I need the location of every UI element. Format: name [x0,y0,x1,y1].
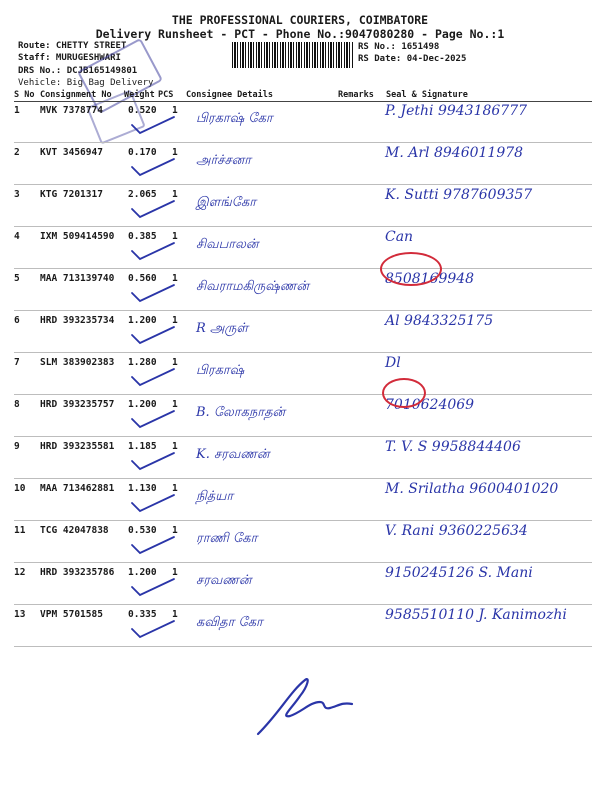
row-consignment: TCG 42047838 [40,525,109,536]
table-row [0,269,600,311]
row-consignment: MVK 7378774 [40,105,103,116]
row-consignment: IXM 509414590 [40,231,115,242]
table-row [0,605,600,647]
row-pcs: 1 [172,609,178,620]
barcode-icon [232,42,354,68]
consignee-handwriting: சிவபாலன் [196,237,259,252]
col-consignment: Consignment No [40,90,112,100]
row-weight: 1.200 [128,315,157,326]
row-pcs: 1 [172,399,178,410]
row-consignment: VPM 5701585 [40,609,103,620]
route-label: Route: CHETTY STREET [18,41,127,51]
col-weight: Weight [124,90,155,100]
tick-mark-icon [128,241,178,263]
table-row [0,521,600,563]
tick-mark-icon [128,409,178,431]
row-consignment: MAA 713462881 [40,483,115,494]
signature-handwriting: K. Sutti 9787609357 [385,187,533,203]
tick-mark-icon [128,325,178,347]
row-weight: 1.130 [128,483,157,494]
table-row [0,227,600,269]
consignee-handwriting: R அருள் [196,321,249,336]
signature-handwriting: T. V. S 9958844406 [385,439,521,455]
row-sno: 3 [14,189,20,200]
consignee-handwriting: K. சரவணன் [196,447,270,462]
row-sno: 9 [14,441,20,452]
page-subtitle: Delivery Runsheet - PCT - Phone No.:9047080280 - Page No.:1 [95,27,505,41]
row-pcs: 1 [172,567,178,578]
vehicle-label: Vehicle: Big Bag Delivery [18,78,154,88]
signature-handwriting: 9585510110 J. Kanimozhi [385,607,567,623]
col-pcs: PCS [158,90,174,100]
col-sno: S No [14,90,35,100]
drs-label: DRS No.: DCJB165149801 [18,66,138,76]
red-circle-icon [382,378,426,408]
row-weight: 2.065 [128,189,157,200]
col-signature: Seal & Signature [386,90,468,100]
row-weight: 0.560 [128,273,157,284]
signature-handwriting: Can [385,229,414,245]
row-consignment: HRD 393235581 [40,441,115,452]
row-consignment: HRD 393235757 [40,399,115,410]
row-consignment: HRD 393235734 [40,315,115,326]
table-row [0,101,600,143]
row-consignment: MAA 713139740 [40,273,115,284]
row-pcs: 1 [172,483,178,494]
row-sno: 10 [14,483,26,494]
table-row [0,395,600,437]
row-weight: 0.530 [128,525,157,536]
consignee-handwriting: ராணி கோ [196,531,258,546]
tick-mark-icon [128,157,178,179]
consignee-handwriting: B. லோகநாதன் [196,405,286,420]
row-weight: 0.385 [128,231,157,242]
row-weight: 0.520 [128,105,157,116]
consignee-handwriting: அர்ச்சனா [196,153,252,168]
tick-mark-icon [128,115,178,137]
row-consignment: KTG 7201317 [40,189,103,200]
red-circle-icon [380,252,442,286]
tick-mark-icon [128,535,178,557]
consignee-handwriting: சரவணன் [196,573,252,588]
signature-handwriting: M. Arl 8946011978 [385,145,524,161]
tick-mark-icon [128,199,178,221]
consignee-handwriting: சிவராமகிருஷ்ணன் [196,279,309,294]
row-pcs: 1 [172,105,178,116]
table-row [0,143,600,185]
row-sno: 5 [14,273,20,284]
row-weight: 0.170 [128,147,157,158]
tick-mark-icon [128,367,178,389]
signature-handwriting: 7010624069 [385,397,475,413]
tick-mark-icon [128,451,178,473]
rs-date: RS Date: 04-Dec-2025 [358,54,467,64]
row-pcs: 1 [172,189,178,200]
consignee-handwriting: இளங்கோ [196,195,257,210]
signature-handwriting: 9150245126 S. Mani [385,565,533,581]
signature-icon [250,672,360,742]
row-pcs: 1 [172,441,178,452]
row-pcs: 1 [172,147,178,158]
row-sno: 11 [14,525,26,536]
table-row [0,563,600,605]
row-consignment: HRD 393235786 [40,567,115,578]
row-sno: 8 [14,399,20,410]
rs-number: RS No.: 1651498 [358,42,440,52]
row-weight: 1.200 [128,399,157,410]
row-sno: 4 [14,231,20,242]
row-sno: 13 [14,609,26,620]
col-consignee: Consignee Details [186,90,273,100]
signature-handwriting: Al 9843325175 [385,313,494,329]
row-weight: 1.280 [128,357,157,368]
consignee-handwriting: பிரகாஷ் கோ [196,111,273,126]
signature-handwriting: Dl [385,355,401,371]
row-pcs: 1 [172,273,178,284]
table-row [0,311,600,353]
col-remarks: Remarks [338,90,374,100]
table-row [0,185,600,227]
row-consignment: KVT 3456947 [40,147,103,158]
table-row [0,437,600,479]
row-pcs: 1 [172,525,178,536]
signature-handwriting: M. Srilatha 9600401020 [385,481,559,497]
signature-handwriting: 8508169948 [385,271,475,287]
row-pcs: 1 [172,357,178,368]
table-row [0,353,600,395]
page-title: THE PROFESSIONAL COURIERS, COIMBATORE [171,13,429,27]
row-weight: 1.185 [128,441,157,452]
row-pcs: 1 [172,315,178,326]
row-sno: 12 [14,567,26,578]
consignee-handwriting: பிரகாஷ் [196,363,245,378]
tick-mark-icon [128,619,178,641]
row-consignment: SLM 383902383 [40,357,115,368]
consignee-handwriting: நித்யா [196,489,234,504]
table-row [0,479,600,521]
row-divider [14,646,592,647]
tick-mark-icon [128,493,178,515]
row-sno: 7 [14,357,20,368]
tick-mark-icon [128,577,178,599]
signature-handwriting: P. Jethi 9943186777 [385,103,528,119]
row-weight: 1.200 [128,567,157,578]
row-weight: 0.335 [128,609,157,620]
row-sno: 2 [14,147,20,158]
row-sno: 6 [14,315,20,326]
tick-mark-icon [128,283,178,305]
row-sno: 1 [14,105,20,116]
signature-handwriting: V. Rani 9360225634 [385,523,528,539]
staff-label: Staff: MURUGESHWARI [18,53,121,63]
row-pcs: 1 [172,231,178,242]
consignee-handwriting: கவிதா கோ [196,615,263,630]
